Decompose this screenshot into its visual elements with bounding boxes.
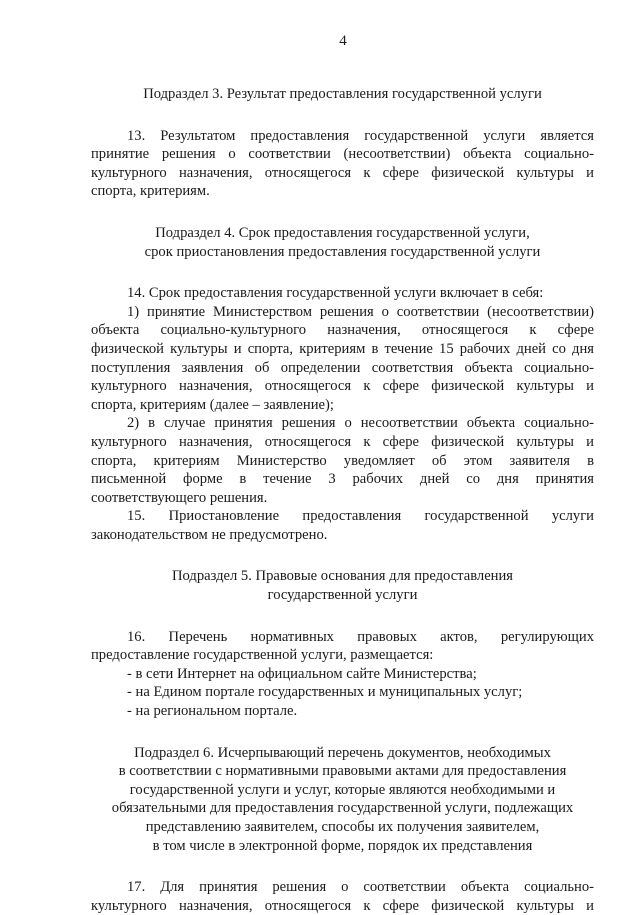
paragraph-line: письменной форме в течение 3 рабочих дней со дня принятия — [91, 471, 594, 488]
paragraph-line: спорта, критериям (далее – заявление); — [91, 396, 334, 413]
heading-line: Подраздел 4. Срок предоставления государственной услуги, — [155, 224, 530, 241]
section-5-heading — [91, 567, 594, 604]
heading-line: государственной услуги — [267, 587, 418, 604]
paragraph-line: законодательством не предусмотрено. — [91, 526, 328, 543]
paragraph-line: культурного назначения, относящегося к сфере физической культуры и — [91, 378, 594, 395]
page-number: 4 — [339, 33, 347, 49]
heading-line: Подраздел 6. Исчерпывающий перечень документов, необходимых — [134, 744, 551, 761]
heading-line: государственной услуги и услуг, которые являются необходимыми и — [129, 781, 556, 798]
list-item: - на региональном портале. — [127, 703, 298, 720]
paragraph-line: 13. Результатом предоставления государственной услуги является — [127, 127, 594, 144]
heading-line: срок приостановления предоставления государственной услуги — [144, 243, 541, 260]
paragraph-line: культурного назначения, относящегося к сфере физической культуры и — [91, 164, 594, 181]
paragraph-line: 14. Срок предоставления государственной услуги включает в себя: — [127, 285, 544, 302]
section-3-heading: Подраздел 3. Результат предоставления государственной услуги — [143, 86, 542, 102]
paragraph-line: спорта, критериям Министерство уведомляет об этом заявителя в — [91, 452, 594, 469]
paragraph-14-item-1 — [91, 303, 594, 415]
paragraph-line: соответствующего решения. — [91, 489, 268, 506]
paragraph-line: объекта социально-культурного назначения, относящегося к сфере — [91, 322, 594, 339]
paragraph-line: 1) принятие Министерством решения о соответствии (несоответствии) — [127, 303, 594, 320]
paragraph-14-item-2 — [91, 414, 594, 507]
paragraph-15 — [91, 507, 594, 544]
section-6-heading — [91, 744, 594, 856]
list-item: - в сети Интернет на официальном сайте Министерства; — [127, 665, 477, 682]
paragraph-14-intro — [91, 284, 594, 303]
paragraph-line: 15. Приостановление предоставления государственной услуги — [127, 508, 594, 525]
document-body — [91, 85, 594, 915]
heading-line: представлению заявителем, способы их получения заявителем, — [145, 819, 540, 835]
paragraph-13 — [91, 127, 594, 201]
paragraph-line: 17. Для принятия решения о соответствии объекта социально- — [127, 879, 594, 896]
heading-line: обязательными для предоставления государственной услуги, подлежащих — [111, 800, 574, 817]
heading-line: Подраздел 5. Правовые основания для предоставления — [171, 568, 513, 585]
paragraph-line: спорта, критериям. — [91, 183, 210, 200]
paragraph-line: предоставление государственной услуги, размещается: — [91, 647, 434, 664]
list-item: - на Едином портале государственных и муниципальных услуг; — [127, 684, 523, 701]
paragraph-line: культурного назначения, относящегося к сфере физической культуры и — [91, 433, 594, 450]
paragraph-line: культурного назначения, относящегося к сфере физической культуры и — [91, 897, 594, 914]
paragraph-line: 16. Перечень нормативных правовых актов, регулирующих — [127, 628, 594, 645]
heading-line: в том числе в электронной форме, порядок их представления — [152, 837, 533, 854]
paragraph-17 — [91, 878, 594, 915]
heading-line: в соответствии с нормативными правовыми актами для предоставления — [118, 763, 567, 780]
paragraph-line: принятие решения о соответствии (несоответствии) объекта социально- — [91, 146, 594, 163]
paragraph-line: 2) в случае принятия решения о несоответствии объекта социально- — [127, 415, 594, 432]
paragraph-16 — [91, 628, 594, 665]
paragraph-line: поступления заявления об определении соответствия объекта социально- — [91, 359, 594, 376]
paragraph-line: физической культуры и спорта, критериям в течение 15 рабочих дней со дня — [91, 340, 594, 357]
section-4-heading — [91, 224, 594, 261]
